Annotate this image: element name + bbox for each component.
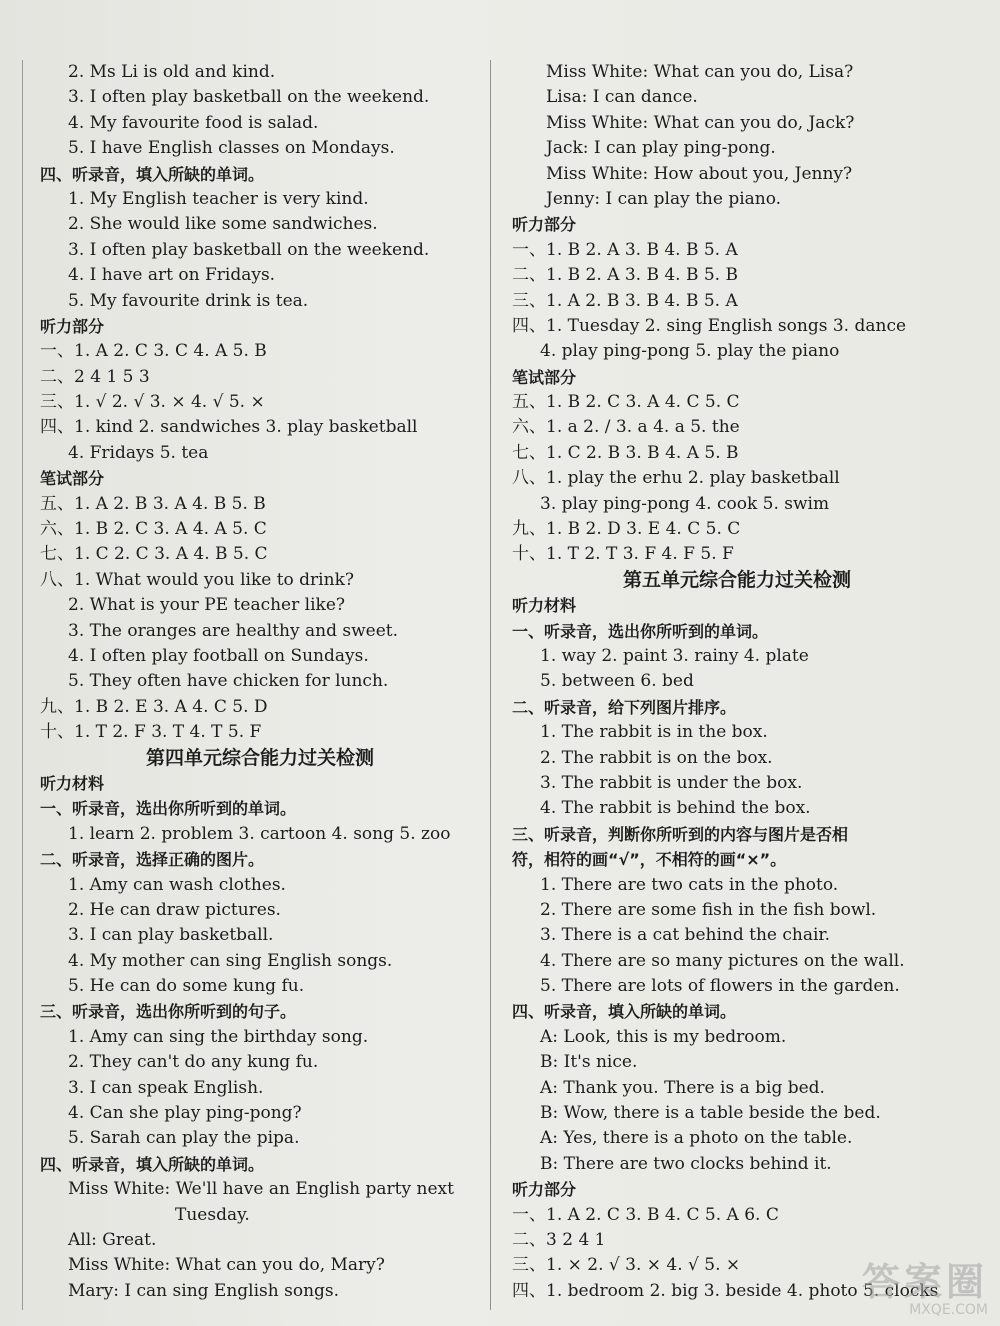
- text-line: 2. There are some fish in the fish bowl.: [540, 899, 877, 920]
- text-line: Jenny: I can play the piano.: [546, 188, 782, 209]
- text-line: Jack: I can play ping-pong.: [546, 138, 776, 159]
- section-heading: 四、听录音，填入所缺的单词。: [512, 1002, 737, 1022]
- watermark-logo-text: 答案圈: [861, 1260, 988, 1304]
- text-line: 2. She would like some sandwiches.: [68, 214, 378, 235]
- text-line: 4. I have art on Fridays.: [68, 265, 276, 286]
- section-heading: 听力部分: [512, 215, 577, 235]
- section-heading: 听力材料: [40, 773, 105, 793]
- text-line: Miss White: We'll have an English party next: [68, 1179, 454, 1200]
- text-line: B: It's nice.: [540, 1052, 638, 1073]
- text-line: 3. I often play basketball on the weekend.: [68, 87, 430, 108]
- text-line: 4. Can she play ping-pong?: [68, 1103, 302, 1124]
- text-line: 八、1. play the erhu 2. play basketball: [512, 468, 840, 489]
- text-line: 2. What is your PE teacher like?: [68, 595, 345, 616]
- unit-title: 第五单元综合能力过关检测: [622, 568, 851, 591]
- text-line: 4. The rabbit is behind the box.: [540, 798, 811, 819]
- text-line: 5. There are lots of flowers in the garden.: [540, 976, 900, 997]
- text-line: B: There are two clocks behind it.: [540, 1153, 832, 1174]
- text-line: Miss White: What can you do, Mary?: [68, 1255, 385, 1276]
- text-line: 2. He can draw pictures.: [68, 899, 281, 920]
- text-line: 5. I have English classes on Mondays.: [68, 138, 395, 159]
- text-line: 五、1. A 2. B 3. A 4. B 5. B: [40, 493, 266, 514]
- text-line: 1. There are two cats in the photo.: [540, 874, 839, 895]
- text-line: 一、1. A 2. C 3. B 4. C 5. A 6. C: [512, 1204, 779, 1225]
- column-divider: [490, 60, 491, 1310]
- text-line: 一、1. B 2. A 3. B 4. B 5. A: [512, 239, 738, 260]
- text-line: 六、1. B 2. C 3. A 4. A 5. C: [40, 519, 267, 540]
- text-line: A: Yes, there is a photo on the table.: [540, 1128, 853, 1149]
- text-line: 四、1. bedroom 2. big 3. beside 4. photo 5. clocks: [512, 1280, 939, 1301]
- text-line: 九、1. B 2. D 3. E 4. C 5. C: [512, 519, 741, 540]
- text-line: Miss White: What can you do, Lisa?: [546, 62, 854, 82]
- section-heading: 听力材料: [512, 596, 577, 616]
- text-line: A: Look, this is my bedroom.: [540, 1026, 787, 1047]
- section-heading: 符，相符的画“√”，不相符的画“×”。: [512, 850, 787, 870]
- text-line: 1. way 2. paint 3. rainy 4. plate: [540, 645, 809, 666]
- text-line: 4. There are so many pictures on the wall.: [540, 950, 905, 971]
- text-line: A: Thank you. There is a big bed.: [540, 1077, 825, 1098]
- section-heading: 笔试部分: [40, 469, 105, 489]
- text-line: 一、1. A 2. C 3. C 4. A 5. B: [40, 341, 267, 362]
- text-line: 2. They can't do any kung fu.: [68, 1052, 319, 1073]
- text-line: All: Great.: [68, 1229, 157, 1250]
- section-heading: 二、听录音，选择正确的图片。: [40, 850, 265, 870]
- text-line: 2. Ms Li is old and kind.: [68, 62, 276, 82]
- section-heading: 三、听录音，判断你所听到的内容与图片是否相: [512, 824, 849, 844]
- text-line: 三、1. A 2. B 3. B 4. B 5. A: [512, 290, 738, 311]
- text-line: 4. Fridays 5. tea: [68, 442, 209, 463]
- text-line: 八、1. What would you like to drink?: [40, 569, 354, 590]
- text-line: 4. play ping-pong 5. play the piano: [540, 341, 840, 362]
- text-line: 2. The rabbit is on the box.: [540, 747, 773, 768]
- left-column: [40, 60, 480, 1304]
- text-line: B: Wow, there is a table beside the bed.: [540, 1103, 881, 1124]
- left-margin-rule: [22, 60, 23, 1310]
- section-heading: 一、听录音，选出你所听到的单词。: [512, 621, 769, 641]
- text-line: 九、1. B 2. E 3. A 4. C 5. D: [40, 696, 268, 717]
- text-line: 5. They often have chicken for lunch.: [68, 671, 389, 692]
- text-line: 5. He can do some kung fu.: [68, 976, 305, 997]
- text-line: 3. I often play basketball on the weekend.: [68, 239, 430, 260]
- text-line: 二、3 2 4 1: [512, 1229, 606, 1250]
- text-line: 二、2 4 1 5 3: [40, 366, 150, 387]
- text-line: 3. The rabbit is under the box.: [540, 772, 803, 793]
- text-line: 七、1. C 2. B 3. B 4. A 5. B: [512, 442, 739, 463]
- section-heading: 笔试部分: [512, 367, 577, 387]
- text-line: 十、1. T 2. T 3. F 4. F 5. F: [512, 544, 734, 565]
- right-column: [512, 60, 962, 1304]
- text-line: 四、1. Tuesday 2. sing English songs 3. dance: [512, 315, 907, 336]
- text-line: 3. There is a cat behind the chair.: [540, 925, 831, 946]
- text-line: 4. My favourite food is salad.: [68, 112, 319, 133]
- text-line: 1. Amy can sing the birthday song.: [68, 1026, 369, 1047]
- text-line: 1. My English teacher is very kind.: [68, 188, 369, 209]
- text-line: 三、1. √ 2. √ 3. × 4. √ 5. ×: [40, 392, 265, 413]
- text-line: 七、1. C 2. C 3. A 4. B 5. C: [40, 544, 268, 565]
- text-line: 四、1. kind 2. sandwiches 3. play basketball: [40, 417, 418, 438]
- watermark-url: MXQE.COM: [909, 1302, 988, 1318]
- text-line: 5. between 6. bed: [540, 671, 694, 692]
- text-line: 5. My favourite drink is tea.: [68, 290, 309, 311]
- text-line: 4. I often play football on Sundays.: [68, 645, 369, 666]
- text-line: 3. The oranges are healthy and sweet.: [68, 620, 398, 641]
- section-heading: 一、听录音，选出你所听到的单词。: [40, 799, 297, 819]
- section-heading: 二、听录音，给下列图片排序。: [512, 697, 737, 717]
- text-line: 3. I can speak English.: [68, 1077, 264, 1098]
- text-line: Lisa: I can dance.: [546, 87, 698, 108]
- text-line: Miss White: What can you do, Jack?: [546, 112, 855, 133]
- text-line: Miss White: How about you, Jenny?: [546, 163, 853, 184]
- text-line: 五、1. B 2. C 3. A 4. C 5. C: [512, 392, 740, 413]
- text-line: Tuesday.: [175, 1204, 250, 1225]
- section-heading: 听力部分: [512, 1180, 577, 1200]
- text-line: 二、1. B 2. A 3. B 4. B 5. B: [512, 265, 738, 286]
- text-line: 3. play ping-pong 4. cook 5. swim: [540, 493, 830, 514]
- text-line: 1. learn 2. problem 3. cartoon 4. song 5. zoo: [68, 823, 451, 844]
- text-line: 三、1. × 2. √ 3. × 4. √ 5. ×: [512, 1255, 741, 1276]
- text-line: 5. Sarah can play the pipa.: [68, 1128, 300, 1149]
- text-line: 4. My mother can sing English songs.: [68, 950, 393, 971]
- watermark: [862, 1251, 988, 1318]
- text-line: 3. I can play basketball.: [68, 925, 274, 946]
- unit-title: 第四单元综合能力过关检测: [145, 746, 374, 769]
- section-heading: 听力部分: [40, 316, 105, 336]
- section-heading: 四、听录音，填入所缺的单词。: [40, 164, 265, 184]
- text-line: 1. Amy can wash clothes.: [68, 874, 286, 895]
- text-line: 1. The rabbit is in the box.: [540, 722, 768, 743]
- section-heading: 三、听录音，选出你所听到的句子。: [40, 1002, 297, 1022]
- section-heading: 四、听录音，填入所缺的单词。: [40, 1154, 265, 1174]
- text-line: 六、1. a 2. / 3. a 4. a 5. the: [512, 417, 740, 438]
- text-line: Mary: I can sing English songs.: [68, 1280, 340, 1301]
- text-line: 十、1. T 2. F 3. T 4. T 5. F: [40, 722, 262, 743]
